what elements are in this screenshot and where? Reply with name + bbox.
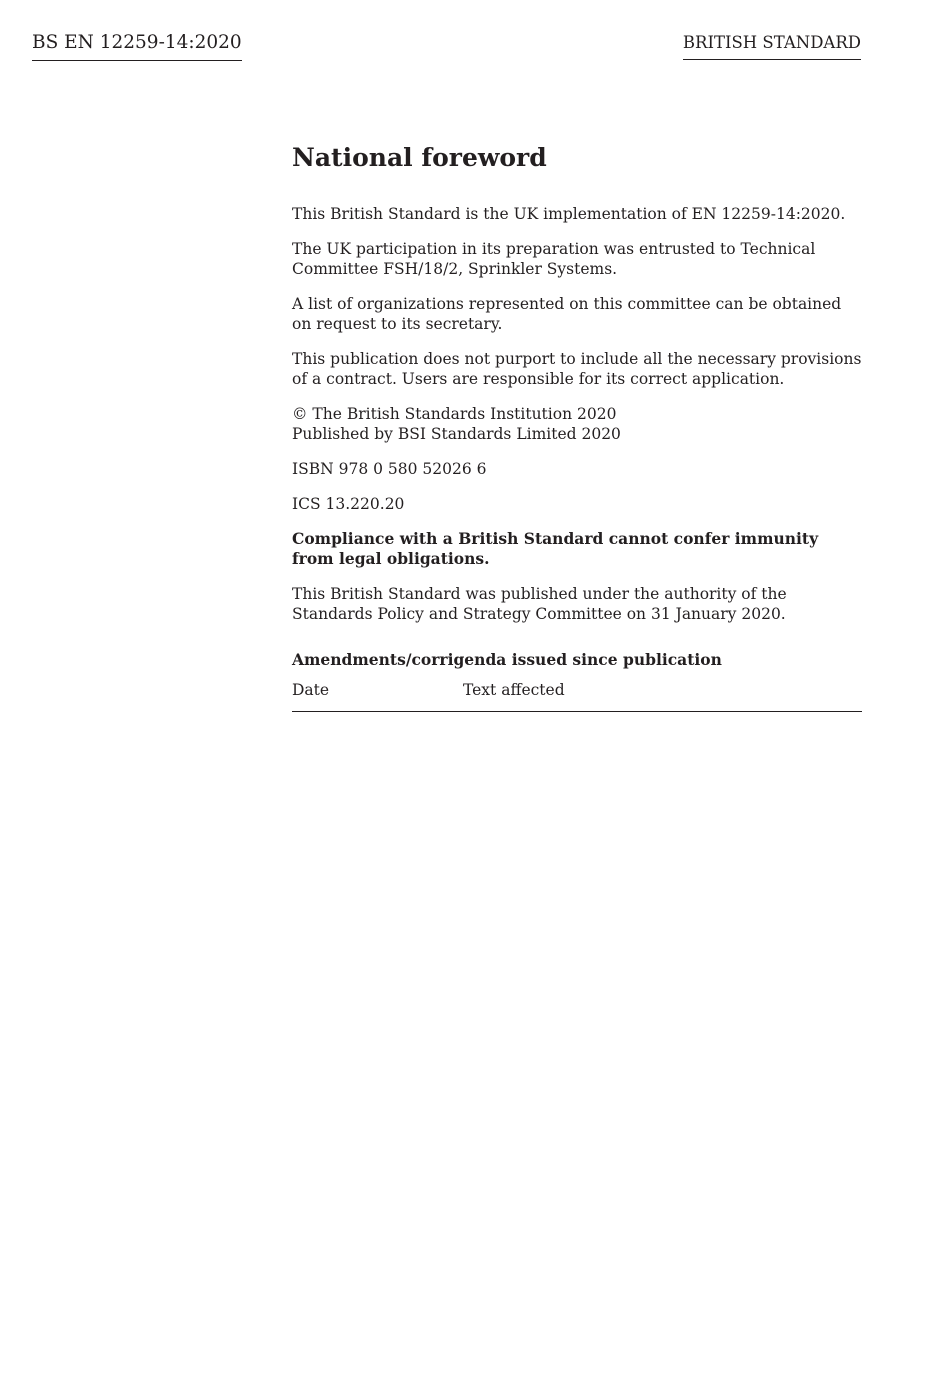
publisher-line: Published by BSI Standards Limited 2020	[292, 425, 621, 443]
foreword-section	[292, 140, 862, 712]
authority-paragraph: This British Standard was published under the authority of the Standards Policy and Strategy Committee on 31 January 2020.	[292, 585, 787, 623]
organizations-paragraph: A list of organizations represented on this committee can be obtained on request to its secretary.	[292, 295, 842, 333]
compliance-statement: Compliance with a British Standard cannot confer immunity from legal obligations.	[292, 529, 819, 568]
copyright-block	[292, 404, 862, 444]
page-title: National foreword	[292, 143, 547, 172]
ics-line: ICS 13.220.20	[292, 495, 405, 513]
isbn-line: ISBN 978 0 580 52026 6	[292, 460, 487, 478]
copyright-line: © The British Standards Institution 2020	[292, 405, 617, 423]
implementation-paragraph: This British Standard is the UK implementation of EN 12259-14:2020.	[292, 205, 846, 223]
document-type: BRITISH STANDARD	[683, 31, 861, 60]
amendments-heading: Amendments/corrigenda issued since publication	[292, 650, 722, 669]
amendments-text-column: Text affected	[463, 681, 565, 699]
amendments-table-header	[292, 680, 862, 712]
committee-paragraph: The UK participation in its preparation was entrusted to Technical Committee FSH/18/2, Sprinkler Systems.	[292, 240, 816, 278]
amendments-date-column: Date	[292, 681, 330, 699]
contract-paragraph: This publication does not purport to include all the necessary provisions of a contract. Users are responsible for its correct application.	[292, 350, 862, 388]
document-number: BS EN 12259-14:2020	[32, 31, 242, 61]
